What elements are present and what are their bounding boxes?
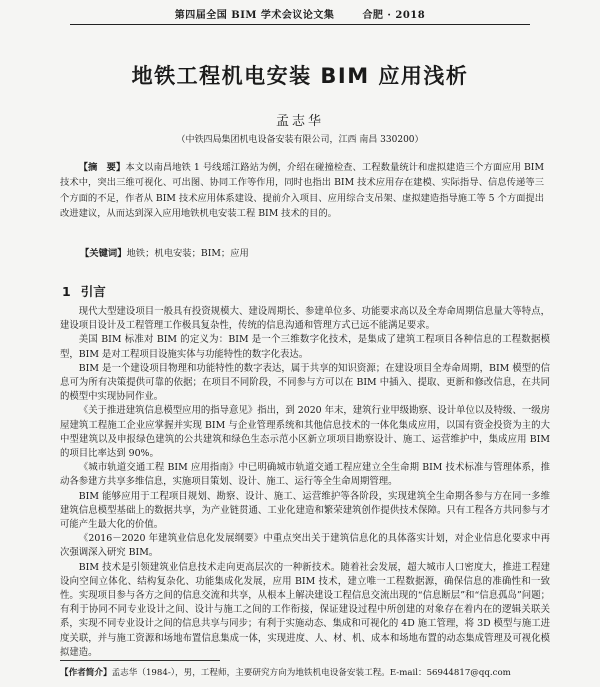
keywords [80, 245, 544, 259]
location-year: 合肥 · 2018 [362, 10, 426, 21]
body-text [60, 305, 550, 660]
body-paragraph: 《关于推进建筑信息模型应用的指导意见》指出，到 2020 年末，建筑行业甲级勘察、设计单位以及特级、一级房屋建筑工程施工企业应掌握并实现 BIM 与企业管理系统和其他信息技术的一体化集成应用，以国有资金投资为主的大中型建筑以及申报绿色建筑的公共建筑和绿色生态示范小区新立项项目勘察设计、施工、运营维护中，集成应用 BIM 的项目比率达到 90%。 [60, 405, 550, 460]
footnote-rule [60, 660, 220, 661]
body-paragraph: BIM 技术是引领建筑业信息技术走向更高层次的一种新技术。随着社会发展，超大城市人口密度大，推进工程建设向空间立体化、结构复杂化、功能集成化发展，应用 BIM 技术，建立唯一工程数据源，确保信息的准确性和一致性。实现项目参与各方之间的信息交流和共享，从根本上解决建设工程信息交流出现的“信息断层”和“信息孤岛”问题；有利于协同不同专业设计之间、设计与施工之间的工作衔接，保证建设过程中所创建的对象存在着内在的逻辑关联关系，实现不同专业设计之间的信息共享与同步；有利于实施动态、集成和可视化的 4D 施工管理，将 3D 模型与施工进度关联，并与施工资源和场地布置信息集成一体，实现进度、人、材、机、成本和场地布置的动态集成管理及可视化模拟建造。 [60, 561, 550, 658]
author-name: 孟志华 [275, 114, 324, 129]
paper-title: 地铁工程机电安装 BIM 应用浅析 [131, 64, 469, 88]
conference-name: 第四届全国 BIM 学术会议论文集 [174, 10, 335, 21]
body-paragraph: 现代大型建设项目一般具有投资规模大、建设周期长、参建单位多、功能要求高以及全寿命周期信息量大等特点，建设项目设计及工程管理工作极具复杂性，传统的信息沟通和管理方式已远不能满足要求。 [60, 306, 550, 332]
keywords-text: 地铁；机电安装；BIM；应用 [126, 248, 249, 259]
abstract-text: 本文以南昌地铁 1 号线瑶江路站为例，介绍在碰撞检查、工程数量统计和虚拟建造三个方面应用 BIM 技术中，突出三维可视化、可出图、协同工作等作用，同时也指出 BIM 技术应用存在建模、实际指导、信息传递等三个方面的不足，作者从 BIM 技术应用体系建设、提前介入项目、应用综合支吊架、虚拟建造指导施工等 5 个方面提出改进建议，从而达到深入应用地铁机电安装工程 BIM 技术的目的。 [60, 162, 545, 219]
author-footnote [60, 666, 550, 678]
body-paragraph: BIM 能够应用于工程项目规划、勘察、设计、施工、运营维护等各阶段，实现建筑全生命期各参与方在同一多维建筑信息模型基础上的数据共享，为产业链贯通、工业化建造和繁荣建筑创作提供技术保障。只有工程各方共同参与才可能产生最大化的价值。 [60, 490, 550, 531]
author-affiliation: （中铁四局集团机电设备安装有限公司，江西 南昌 330200） [176, 135, 424, 145]
footnote-label: 【作者简介】 [60, 668, 112, 678]
running-header [60, 6, 540, 22]
body-paragraph: 《城市轨道交通工程 BIM 应用指南》中已明确城市轨道交通工程应建立全生命期 BIM 技术标准与管理体系，推动各参建方共享多维信息，实施项目策划、设计、施工、运行等全生命周期管理。 [60, 462, 550, 488]
footnote-text: 孟志华（1984-），男，工程师，主要研究方向为地铁机电设备安装工程。E-mail：56944817@qq.com [111, 668, 511, 678]
header-rule [70, 24, 530, 25]
body-paragraph: 《2016－2020 年建筑业信息化发展纲要》中重点突出关于建筑信息化的具体落实计划，对企业信息化要求中再次强调深入研究 BIM。 [60, 533, 550, 559]
section-heading [62, 282, 106, 300]
body-paragraph: 美国 BIM 标准对 BIM 的定义为：BIM 是一个三维数字化技术，是集成了建筑工程项目各种信息的工程数据模型，BIM 是对工程项目设施实体与功能特性的数字化表达。 [60, 334, 550, 360]
body-paragraph: BIM 是一个建设项目物理和功能特性的数字表达，属于共享的知识资源；在建设项目全寿命周期，BIM 模型的信息可为所有决策提供可靠的依据；在项目不同阶段，不同参与方可以在 BIM 中插入、提取、更新和修改信息，在共同的模型中实现协同作业。 [60, 362, 550, 403]
abstract [60, 160, 544, 221]
abstract-label: 【摘 要】 [78, 162, 126, 173]
section-number: 1 [62, 284, 71, 299]
section-title: 引言 [80, 284, 106, 299]
keywords-label: 【关键词】 [80, 248, 127, 259]
